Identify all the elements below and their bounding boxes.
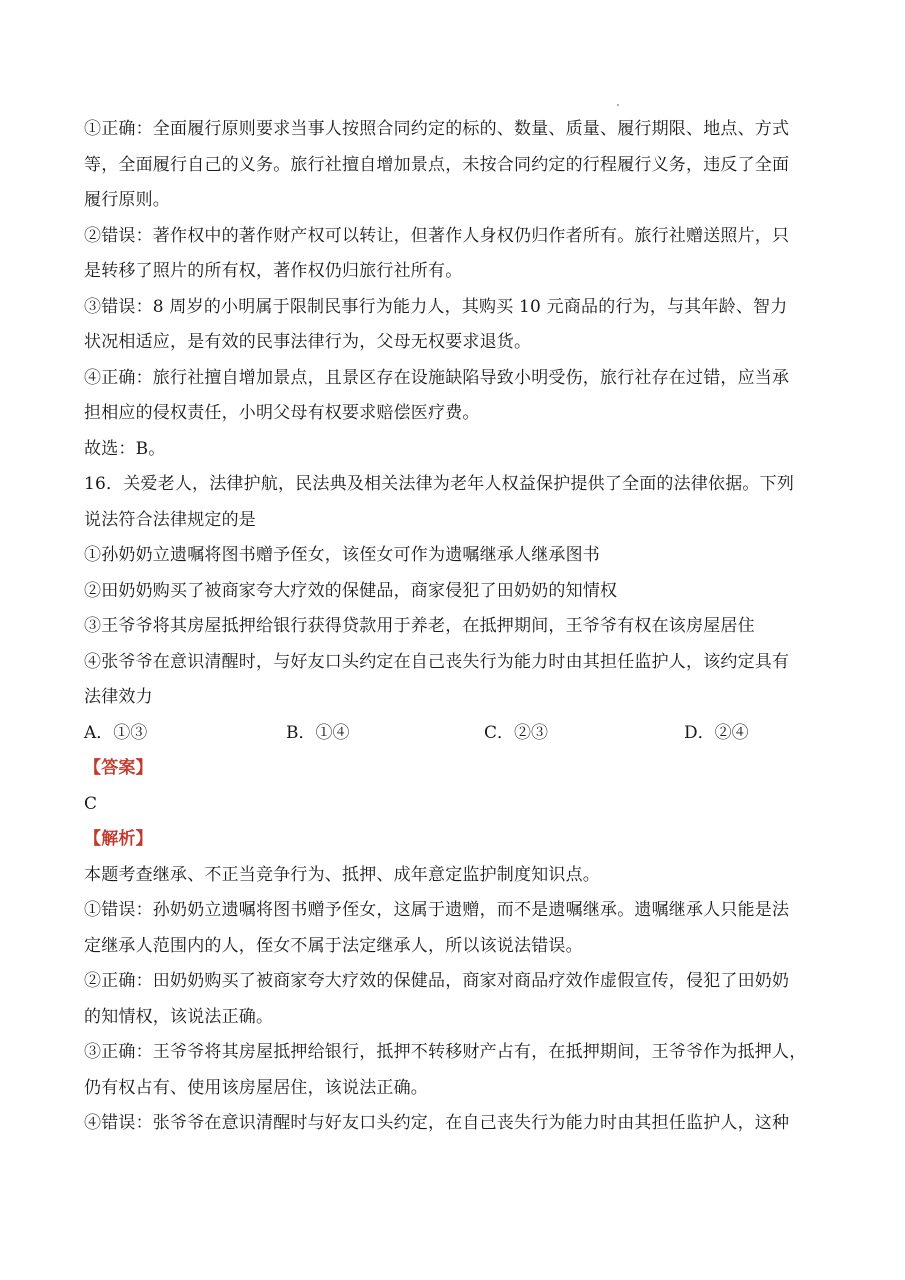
- text-line: ③错误：8 周岁的小明属于限制民事行为能力人，其购买 10 元商品的行为，与其年龄、智力: [84, 296, 788, 317]
- analysis-line: ③正确：王爷爷将其房屋抵押给银行，抵押不转移财产占有，在抵押期间，王爷爷作为抵押人，: [84, 1042, 807, 1062]
- option-b: B．①④: [286, 722, 350, 743]
- text-line: 等，全面履行自己的义务。旅行社擅自增加景点，未按合同约定的行程履行义务，违反了全面: [84, 154, 790, 175]
- question-item: ③王爷爷将其房屋抵押给银行获得贷款用于养老，在抵押期间，王爷爷有权在该房屋居住: [84, 616, 755, 636]
- question-stem: 16．关爱老人，法律护航，民法典及相关法律为老年人权益保护提供了全面的法律依据。下列: [84, 474, 795, 494]
- scan-speck: [617, 104, 619, 106]
- question-stem: 说法符合法律规定的是: [84, 509, 256, 530]
- answer-heading: 【答案】: [84, 758, 153, 778]
- question-item: ④张爷爷在意识清醒时，与好友口头约定在自己丧失行为能力时由其担任监护人，该约定具有: [84, 651, 790, 672]
- question-item: ②田奶奶购买了被商家夸大疗效的保健品，商家侵犯了田奶奶的知情权: [84, 580, 618, 601]
- text-line: 履行原则。: [84, 190, 170, 210]
- question-item: ①孙奶奶立遗嘱将图书赠予侄女，该侄女可作为遗嘱继承人继承图书: [84, 545, 600, 565]
- analysis-line: 本题考查继承、不正当竞争行为、抵押、成年意定监护制度知识点。: [84, 864, 600, 885]
- analysis-line: ④错误：张爷爷在意识清醒时与好友口头约定，在自己丧失行为能力时由其担任监护人，这种: [84, 1113, 790, 1133]
- option-c: C．②③: [484, 722, 549, 743]
- text-line: ②错误：著作权中的著作财产权可以转让，但著作人身权仍归作者所有。旅行社赠送照片，只: [84, 225, 790, 246]
- text-line: 状况相适应，是有效的民事法律行为，父母无权要求退货。: [84, 332, 532, 352]
- analysis-line: 仍有权占有、使用该房屋居住，该说法正确。: [84, 1077, 428, 1098]
- option-a: A．①③: [84, 722, 148, 743]
- option-d: D．②④: [684, 722, 749, 743]
- text-line: ①正确：全面履行原则要求当事人按照合同约定的标的、数量、质量、履行期限、地点、方式: [84, 119, 790, 139]
- conclusion-line: 故选：B。: [84, 438, 166, 459]
- analysis-line: ①错误：孙奶奶立遗嘱将图书赠予侄女，这属于遗赠，而不是遗嘱继承。遗嘱继承人只能是法: [84, 900, 790, 920]
- analysis-heading: 【解析】: [84, 829, 153, 849]
- answer-value: C: [84, 793, 98, 814]
- answer-options: [84, 716, 824, 752]
- text-line: 是转移了照片的所有权，著作权仍归旅行社所有。: [84, 261, 463, 281]
- document-content: [84, 112, 824, 1142]
- question-item: 法律效力: [84, 687, 153, 707]
- analysis-line: 定继承人范围内的人，侄女不属于法定继承人，所以该说法错误。: [84, 935, 583, 956]
- text-line: ④正确：旅行社擅自增加景点，且景区存在设施缺陷导致小明受伤，旅行社存在过错，应当承: [84, 367, 790, 388]
- analysis-line: ②正确：田奶奶购买了被商家夸大疗效的保健品，商家对商品疗效作虚假宣传，侵犯了田奶奶: [84, 971, 790, 991]
- text-line: 担相应的侵权责任，小明父母有权要求赔偿医疗费。: [84, 403, 480, 423]
- analysis-line: 的知情权，该说法正确。: [84, 1006, 274, 1027]
